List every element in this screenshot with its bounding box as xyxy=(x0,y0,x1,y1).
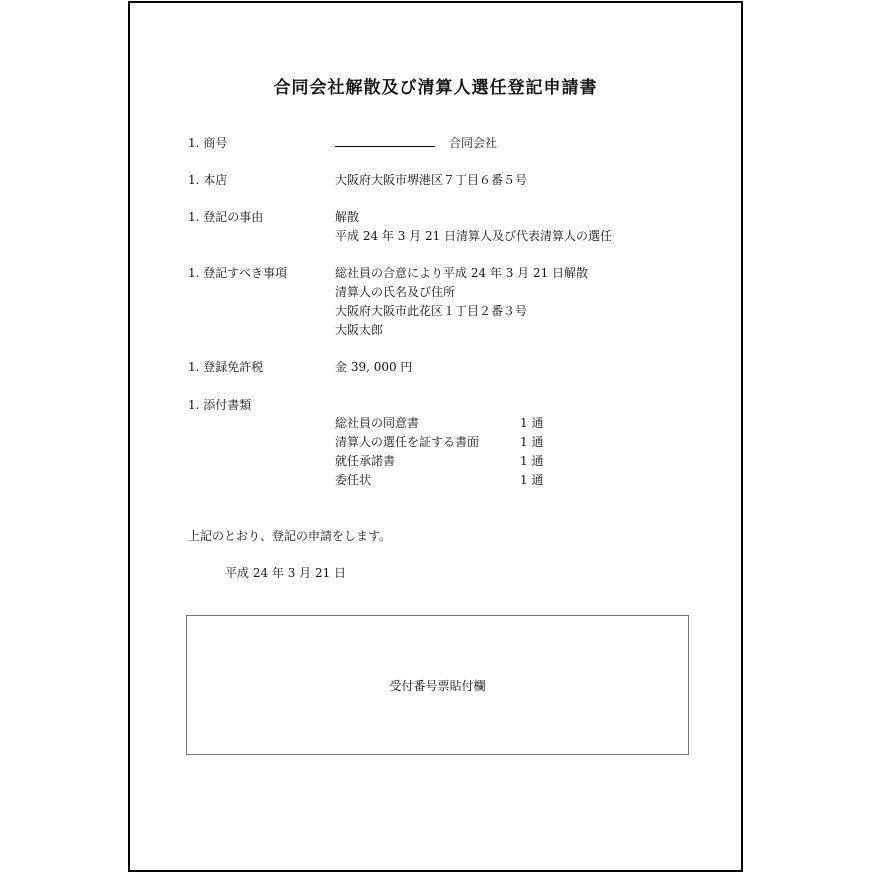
cause-value xyxy=(335,208,612,246)
attachment-count: 1 通 xyxy=(520,435,544,449)
cause-label: 1. 登記の事由 xyxy=(188,210,264,224)
attachment-name: 総社員の同意書 xyxy=(335,416,420,430)
cause-line: 平成 24 年 3 月 21 日清算人及び代表清算人の選任 xyxy=(335,229,613,243)
matters-line: 清算人の氏名及び住所 xyxy=(335,285,456,299)
attachment-count: 1 通 xyxy=(520,473,544,487)
attachments-label: 1. 添付書類 xyxy=(188,398,252,412)
matters-value xyxy=(335,264,588,340)
head-office-value: 大阪府大阪市堺港区７丁目６番５号 xyxy=(335,173,528,187)
matters-line: 大阪太郎 xyxy=(335,323,384,337)
closing-statement: 上記のとおり、登記の申請をします。 xyxy=(188,529,392,543)
trade-name-blank-line xyxy=(335,136,435,147)
attachment-count: 1 通 xyxy=(520,416,544,430)
license-tax-label: 1. 登録免許税 xyxy=(188,360,264,374)
receipt-number-box-label: 受付番号票貼付欄 xyxy=(389,679,486,693)
attachment-name: 委任状 xyxy=(335,473,372,487)
application-date: 平成 24 年 3 月 21 日 xyxy=(225,566,347,580)
matters-line: 総社員の合意により平成 24 年 3 月 21 日解散 xyxy=(335,266,589,280)
license-tax-value: 金 39, 000 円 xyxy=(335,360,413,374)
attachment-name: 清算人の選任を証する書面 xyxy=(335,435,480,449)
document-title: 合同会社解散及び清算人選任登記申請書 xyxy=(273,78,598,98)
head-office-label: 1. 本店 xyxy=(188,173,228,187)
document-page xyxy=(128,1,743,872)
trade-name-label: 1. 商号 xyxy=(188,136,228,150)
cause-line: 解散 xyxy=(335,210,360,224)
matters-line: 大阪府大阪市此花区１丁目２番３号 xyxy=(335,304,528,318)
trade-name-value xyxy=(335,134,497,153)
trade-name-suffix: 合同会社 xyxy=(449,136,498,150)
matters-label: 1. 登記すべき事項 xyxy=(188,266,288,280)
receipt-number-box xyxy=(186,615,689,755)
attachment-count: 1 通 xyxy=(520,454,544,468)
attachment-name: 就任承諾書 xyxy=(335,454,396,468)
